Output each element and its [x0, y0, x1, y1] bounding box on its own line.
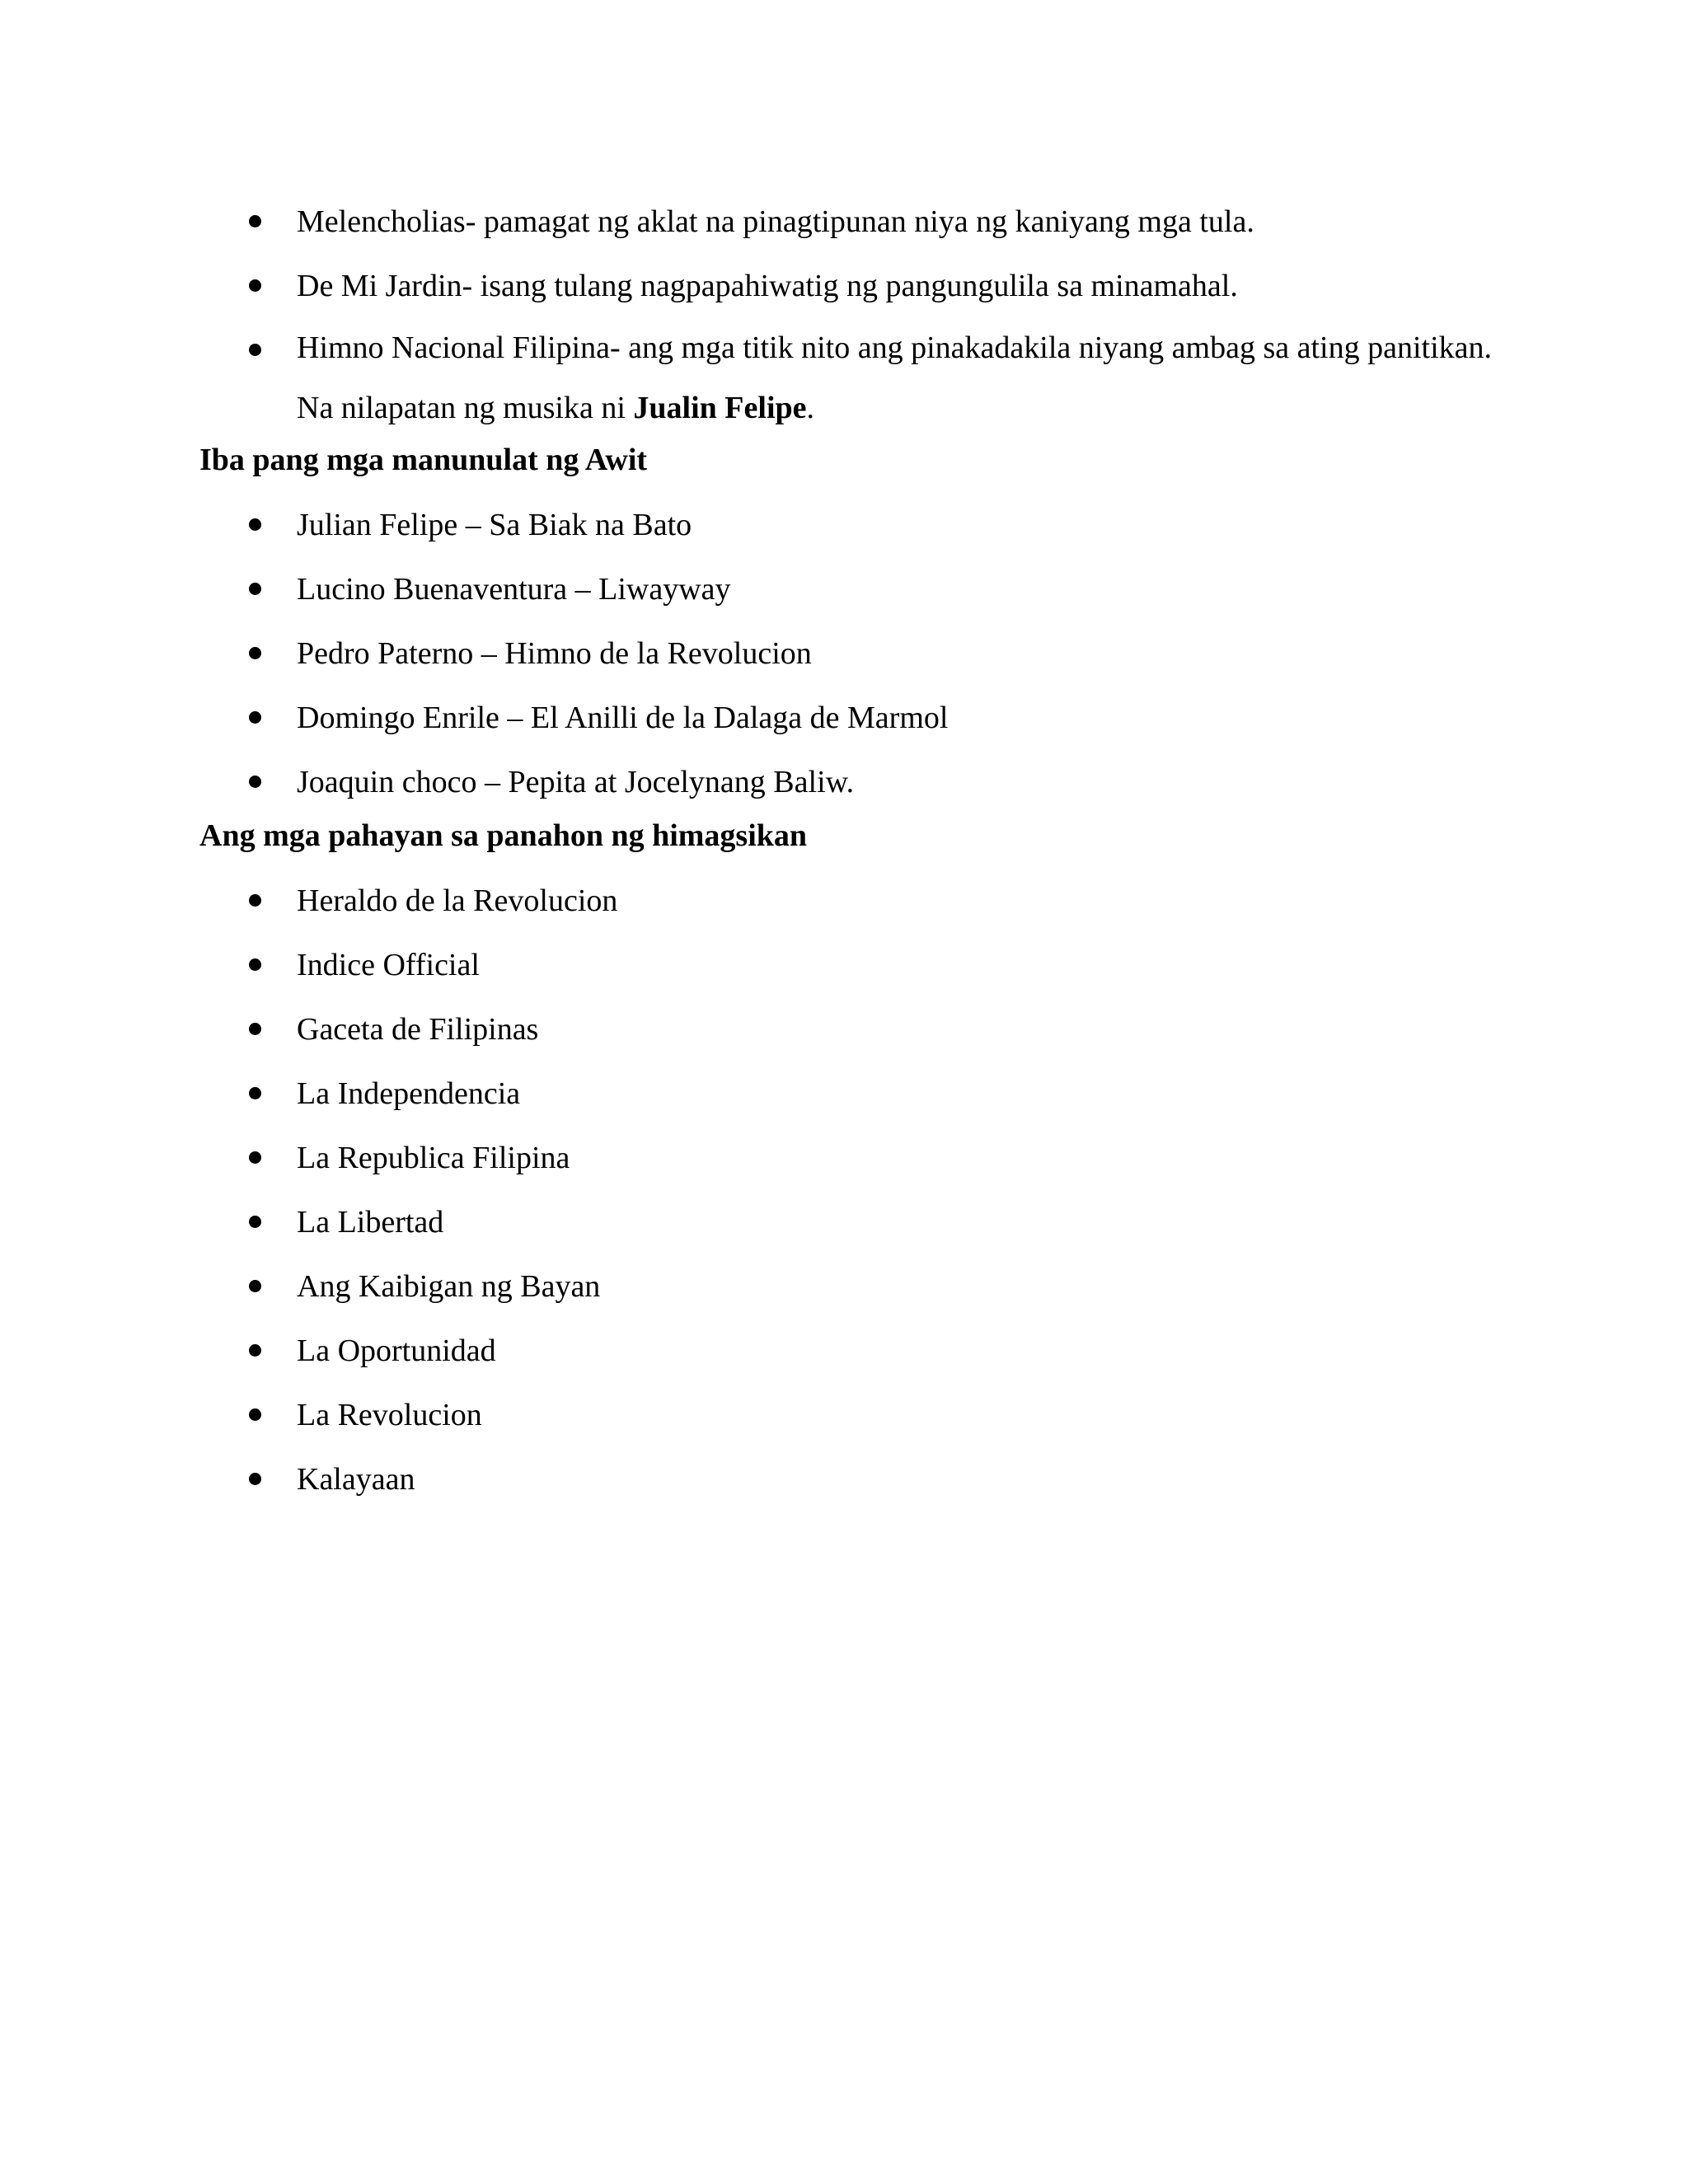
list-item: [199, 621, 1492, 686]
list-item: [199, 1062, 1492, 1126]
composer-name: Jualin Felipe: [633, 391, 807, 425]
section-heading-newspapers: Ang mga pahayan sa panahon ng himagsikan: [199, 818, 808, 853]
list-item-text: Lucino Buenaventura – Liwayway: [297, 572, 731, 607]
intro-bullet-list: [199, 190, 1492, 438]
list-item: [199, 1383, 1492, 1447]
section-heading-writers: Iba pang mga manunulat ng Awit: [199, 443, 648, 477]
list-item-text: La Revolucion: [297, 1398, 482, 1432]
list-item: [199, 750, 1492, 814]
list-item-text: Julian Felipe – Sa Biak na Bato: [297, 508, 692, 542]
list-item: [199, 1447, 1492, 1511]
list-item-text: Melencholias- pamagat ng aklat na pinagtipunan niya ng kaniyang mga tula.: [297, 204, 1254, 239]
list-item-text: La Libertad: [297, 1205, 444, 1240]
bullet-icon: [249, 583, 261, 595]
bullet-icon: [249, 1344, 261, 1357]
list-item-text: La Independencia: [297, 1076, 521, 1111]
list-item-text: Joaquin choco – Pepita at Jocelynang Baliw.: [297, 765, 855, 799]
list-item: [199, 1254, 1492, 1319]
list-item-text: Domingo Enrile – El Anilli de la Dalaga de Marmol: [297, 701, 949, 735]
document-content: [199, 190, 1492, 1511]
list-item-text: Indice Official: [297, 948, 480, 982]
list-item: [199, 254, 1492, 318]
list-item: [199, 318, 1492, 438]
bullet-icon: [249, 1473, 261, 1485]
list-item: [199, 869, 1492, 933]
list-item-punctuation: .: [806, 391, 814, 425]
bullet-icon: [249, 894, 261, 907]
bullet-icon: [249, 1151, 261, 1164]
bullet-icon: [249, 958, 261, 971]
bullet-icon: [249, 1408, 261, 1421]
list-item: [199, 190, 1492, 254]
bullet-icon: [249, 711, 261, 724]
list-item-text: La Republica Filipina: [297, 1141, 570, 1175]
list-item: [199, 493, 1492, 557]
list-item-text: La Oportunidad: [297, 1333, 496, 1368]
list-item: [199, 933, 1492, 997]
bullet-icon: [249, 776, 261, 788]
bullet-icon: [249, 279, 261, 292]
list-item-text: Heraldo de la Revolucion: [297, 883, 618, 918]
writers-bullet-list: [199, 493, 1492, 814]
bullet-icon: [249, 647, 261, 659]
list-item-text: De Mi Jardin- isang tulang nagpapahiwatig ng pangungulila sa minamahal.: [297, 269, 1238, 303]
newspapers-bullet-list: [199, 869, 1492, 1511]
list-item: [199, 1190, 1492, 1254]
bullet-icon: [249, 344, 261, 356]
list-item-text: Gaceta de Filipinas: [297, 1012, 539, 1047]
list-item: [199, 557, 1492, 621]
list-item: [199, 686, 1492, 750]
bullet-icon: [249, 215, 261, 227]
list-item: [199, 1319, 1492, 1383]
bullet-icon: [249, 1087, 261, 1099]
list-item: [199, 997, 1492, 1062]
bullet-icon: [249, 518, 261, 531]
bullet-icon: [249, 1216, 261, 1228]
list-item-text: Kalayaan: [297, 1462, 415, 1497]
list-item-text: Himno Nacional Filipina- ang mga titik nito ang pinakadakila niyang ambag sa ating panitikan. Na nilapatan ng musika ni: [297, 330, 1492, 425]
list-item-text: Pedro Paterno – Himno de la Revolucion: [297, 636, 812, 671]
list-item: [199, 1126, 1492, 1190]
list-item-text: Ang Kaibigan ng Bayan: [297, 1269, 601, 1304]
bullet-icon: [249, 1023, 261, 1035]
bullet-icon: [249, 1280, 261, 1292]
